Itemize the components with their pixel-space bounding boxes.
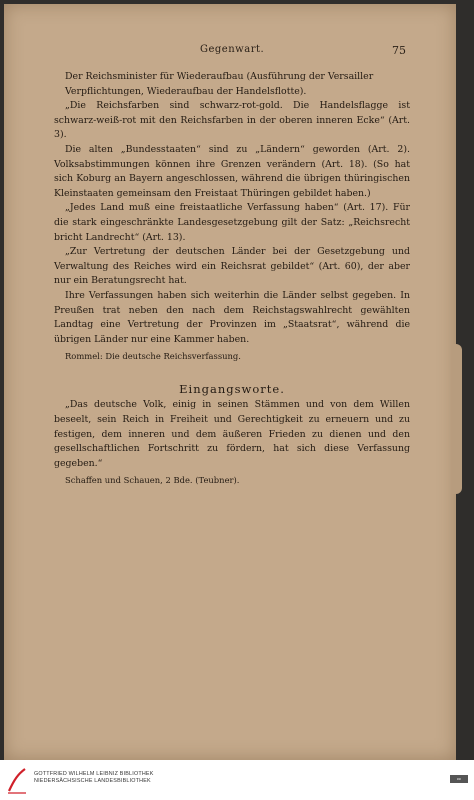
library-logo-icon bbox=[6, 766, 28, 794]
library-name: GOTTFRIED WILHELM LEIBNIZ BIBLIOTHEK NIEDERSÄCHSISCHE LANDESBIBLIOTHEK bbox=[34, 771, 154, 784]
paragraph: „Zur Vertretung der deutschen Länder bei der Gesetzgebung und Verwaltung des Reiches wird ein Reichsrat gebildet“ (Art. 60), der aber nur ein Beratungsrecht hat. bbox=[54, 246, 410, 287]
page-body bbox=[54, 70, 410, 488]
paragraph: Der Reichsminister für Wiederaufbau (Ausführung der Versailler bbox=[65, 71, 374, 82]
license-badge-icon: cc bbox=[450, 775, 468, 783]
section-heading: Eingangsworte. bbox=[179, 381, 285, 396]
library-footer bbox=[0, 760, 474, 800]
book-page bbox=[4, 4, 456, 760]
source-citation: Schaffen und Schauen, 2 Bde. (Teubner). bbox=[65, 475, 240, 486]
source-citation: Rommel: Die deutsche Reichsverfassung. bbox=[65, 351, 241, 362]
paragraph: „Die Reichsfarben sind schwarz-rot-gold. Die Handelsflagge ist schwarz-weiß-rot mit den Reichsfarben in der oberen inneren Ecke“ (Art. 3). bbox=[54, 100, 410, 141]
page-edge bbox=[452, 344, 462, 494]
paragraph: Die alten „Bundesstaaten“ sind zu „Ländern“ geworden (Art. 2). Volksabstimmungen können ihre Grenzen verändern (Art. 18). (So hat sich Koburg an Bayern angeschlossen, während die übrigen thüringischen Kleinstaaten gemeinsam den Freistaat Thüringen gebildet haben.) bbox=[54, 143, 410, 199]
paragraph: Verpflichtungen, Wiederaufbau der Handelsflotte). bbox=[65, 85, 307, 97]
page-number: 75 bbox=[392, 44, 406, 57]
quote-paragraph: „Das deutsche Volk, einig in seinen Stämmen und von dem Willen beseelt, sein Reich in Freiheit und Gerechtigkeit zu erneuern und zu festigen, dem inneren und dem äußeren Frieden zu dienen und den gesellschaftlichen Fortschritt zu fördern, hat sich diese Verfassung gegeben.“ bbox=[54, 399, 410, 469]
paragraph: Ihre Verfassungen haben sich weiterhin die Länder selbst gegeben. In Preußen trat neben den nach dem Reichstagswahlrecht gewählten Landtag eine Vertretung der Provinzen im „Staatsrat“, während die übrigen Länder nur eine Kammer haben. bbox=[54, 289, 410, 345]
running-title: Gegenwart. bbox=[200, 44, 265, 55]
paragraph: „Jedes Land muß eine freistaatliche Verfassung haben“ (Art. 17). Für die stark eingeschränkte Landesgesetzgebung gilt der Satz: „Reichsrecht bricht Landrecht“ (Art. 13). bbox=[54, 202, 410, 243]
